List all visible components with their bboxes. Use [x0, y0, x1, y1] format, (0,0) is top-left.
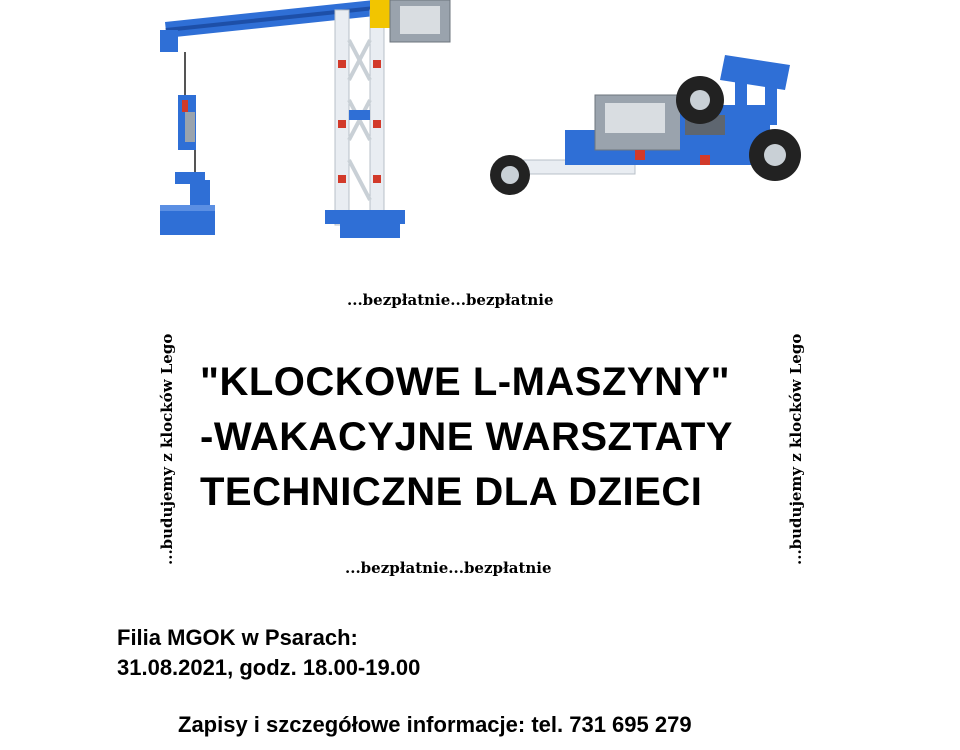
event-datetime: 31.08.2021, godz. 18.00-19.00: [117, 655, 421, 680]
car-rear-wheel-right: [749, 129, 801, 181]
free-note-top: ...bezpłatnie...bezpłatnie: [347, 291, 554, 309]
crane-boom: [160, 0, 395, 52]
car-rear-wheel-left: [676, 76, 724, 124]
headline-line-1: "KLOCKOWE L-MASZYNY": [200, 360, 731, 404]
crane-motor: [390, 0, 450, 42]
free-note-bottom: ...bezpłatnie...bezpłatnie: [345, 559, 552, 577]
event-headline: [200, 355, 800, 520]
event-location: Filia MGOK w Psarach:: [117, 625, 358, 650]
car-front-wheel: [490, 155, 530, 195]
headline-line-3: TECHNICZNE DLA DZIECI: [200, 470, 703, 514]
crane-hook: [160, 95, 215, 235]
side-caption-right: ...budujemy z klocków Lego: [787, 333, 805, 565]
headline-line-2: -WAKACYJNE WARSZTATY: [200, 415, 733, 459]
event-contact: Zapisy i szczegółowe informacje: tel. 731 695 279: [178, 712, 692, 737]
side-caption-left: ...budujemy z klocków Lego: [158, 333, 176, 565]
lego-car-image: [485, 35, 815, 205]
lego-crane-image: [140, 0, 460, 250]
car-body: [505, 95, 770, 174]
